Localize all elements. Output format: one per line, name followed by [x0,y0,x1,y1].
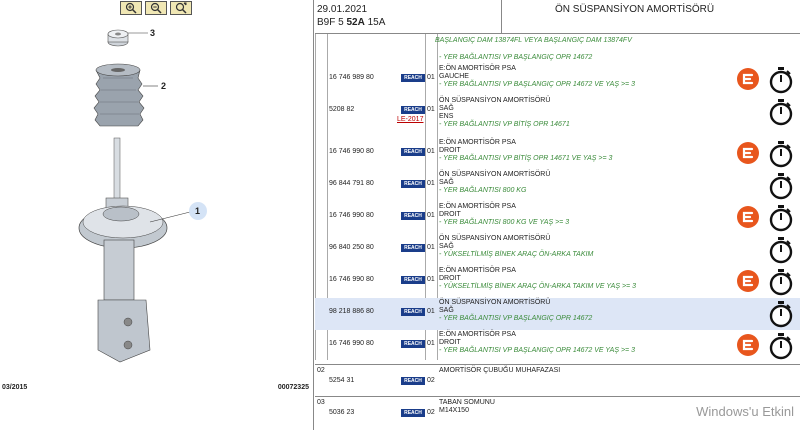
reach-badge[interactable]: REACH [401,409,425,417]
part-number[interactable]: 16 746 990 80 [329,276,374,283]
stopwatch-icon[interactable] [767,268,795,296]
callout-2[interactable]: 2 [161,81,167,91]
oe-brand-icon[interactable] [737,334,759,356]
header-date: 29.01.2021 [317,4,368,15]
callout-1[interactable]: 1 [195,206,201,216]
stopwatch-icon[interactable] [767,236,795,264]
description-line: ÖN SÜSPANSİYON AMORTİSÖRÜ [439,235,551,242]
description-line: E:ÖN AMORTİSÖR PSA [439,203,516,210]
quantity: 01 [427,212,435,219]
code-suffix: 15A [367,17,386,28]
description-line: E:ÖN AMORTİSÖR PSA [439,139,516,146]
subtitle: BAŞLANGIÇ DAM 13874FL VEYA BAŞLANGIÇ DAM 13874FV [435,37,632,44]
boot-part [94,64,144,126]
table-row[interactable] [315,96,800,128]
shock-absorber-diagram [0,0,314,380]
description-line: SAĞ [439,179,454,186]
table-row[interactable] [315,330,800,362]
header-divider [501,0,502,34]
table-row[interactable] [315,64,800,96]
note-text: - YER BAĞLANTISI VP BAŞLANGIÇ OPR 14672 [439,315,593,322]
reach-badge[interactable]: REACH [401,74,425,82]
diagram-date: 03/2015 [2,384,28,391]
callout-3[interactable]: 3 [150,28,156,38]
header-code [317,17,385,28]
part-number[interactable]: 16 746 989 80 [329,74,374,81]
quantity: 01 [427,148,435,155]
part-number[interactable]: 5254 31 [329,377,355,384]
note-text: - YER BAĞLANTISI VP BİTİŞ OPR 14671 [439,121,570,128]
page-title: ÖN SÜSPANSİYON AMORTİSÖRÜ [555,4,715,15]
description-line: GAUCHE [439,73,469,80]
oe-brand-icon[interactable] [737,270,759,292]
description-line: E:ÖN AMORTİSÖR PSA [439,65,516,72]
part-number[interactable]: 5208 82 [329,106,355,113]
description-line: ÖN SÜSPANSİYON AMORTİSÖRÜ [439,97,551,104]
part-number[interactable]: 16 746 990 80 [329,212,374,219]
table-row[interactable] [315,266,800,298]
stopwatch-icon[interactable] [767,66,795,94]
part-number[interactable]: 16 746 990 80 [329,148,374,155]
table-row[interactable] [315,364,800,396]
note-text: - YER BAĞLANTISI VP BAŞLANGIÇ OPR 14672 [439,54,593,61]
description-line: ÖN SÜSPANSİYON AMORTİSÖRÜ [439,171,551,178]
diagram-pane [0,0,314,430]
section-number: 03 [317,399,325,406]
description-line: ÖN SÜSPANSİYON AMORTİSÖRÜ [439,299,551,306]
stopwatch-icon[interactable] [767,332,795,360]
description-line: DROIT [439,211,461,218]
stopwatch-icon[interactable] [767,172,795,200]
table-row[interactable] [315,202,800,234]
reach-badge[interactable]: REACH [401,148,425,156]
description-line: E:ÖN AMORTİSÖR PSA [439,267,516,274]
description-line: SAĞ [439,307,454,314]
quantity: 01 [427,276,435,283]
part-number[interactable]: 96 844 791 80 [329,180,374,187]
table-row[interactable] [315,138,800,170]
strut-part [79,198,167,362]
quantity: 02 [427,377,435,384]
description-line: DROIT [439,147,461,154]
description-line: DROIT [439,339,461,346]
quantity: 01 [427,180,435,187]
description-line: M14X150 [439,407,469,414]
part-number[interactable]: 16 746 990 80 [329,340,374,347]
reach-badge[interactable]: REACH [401,308,425,316]
quantity: 01 [427,340,435,347]
le-link[interactable]: LE-2017 [397,116,424,123]
oe-brand-icon[interactable] [737,142,759,164]
nut-part [108,30,128,46]
part-number[interactable]: 96 840 250 80 [329,244,374,251]
reach-badge[interactable]: REACH [401,180,425,188]
note-text: - YÜKSELTİLMİŞ BİNEK ARAÇ ÖN-ARKA TAKIM [439,251,594,258]
table-row[interactable] [315,298,800,330]
note-text: - YER BAĞLANTISI 800 KG VE YAŞ >= 3 [439,219,570,226]
section-number: 02 [317,367,325,374]
quantity: 01 [427,74,435,81]
reach-badge[interactable]: REACH [401,276,425,284]
stopwatch-icon[interactable] [767,98,795,126]
description-line: ENS [439,113,454,120]
stopwatch-icon[interactable] [767,300,795,328]
parts-list-pane [315,0,800,430]
description-line: AMORTİSÖR ÇUBUĞU MUHAFAZASI [439,367,561,374]
stopwatch-icon[interactable] [767,204,795,232]
reach-badge[interactable]: REACH [401,212,425,220]
watermark: Windows'u Etkinl [696,404,794,419]
reach-badge[interactable]: REACH [401,244,425,252]
note-text: - YER BAĞLANTISI VP BAŞLANGIÇ OPR 14672 VE YAŞ >= 3 [439,81,635,88]
table-row[interactable] [315,170,800,202]
oe-brand-icon[interactable] [737,206,759,228]
description-line: E:ÖN AMORTİSÖR PSA [439,331,516,338]
diagram-code: 00072325 [277,384,309,391]
description-line: DROIT [439,275,461,282]
reach-badge[interactable]: REACH [401,377,425,385]
part-number[interactable]: 98 218 886 80 [329,308,374,315]
description-line: SAĞ [439,105,454,112]
note-text: - YER BAĞLANTISI 800 KG [439,187,527,194]
description-line: SAĞ [439,243,454,250]
quantity: 01 [427,308,435,315]
description-line: TABAN SOMUNU [439,399,495,406]
reach-badge[interactable]: REACH [401,340,425,348]
quantity: 01 [427,244,435,251]
code-prefix: B9F 5 [317,17,344,28]
part-number[interactable]: 5036 23 [329,409,355,416]
note-text: - YER BAĞLANTISI VP BAŞLANGIÇ OPR 14672 VE YAŞ >= 3 [439,347,635,354]
quantity: 02 [427,409,435,416]
reach-badge[interactable]: REACH [401,106,425,114]
note-text: - YER BAĞLANTISI VP BİTİŞ OPR 14671 VE YAŞ >= 3 [439,155,613,162]
header [315,0,800,34]
table-row[interactable] [315,234,800,266]
stopwatch-icon[interactable] [767,140,795,168]
note-text: - YÜKSELTİLMİŞ BİNEK ARAÇ ÖN-ARKA TAKIM VE YAŞ >= 3 [439,283,636,290]
quantity: 01 [427,106,435,113]
code-bold: 52A [346,17,365,28]
oe-brand-icon[interactable] [737,68,759,90]
